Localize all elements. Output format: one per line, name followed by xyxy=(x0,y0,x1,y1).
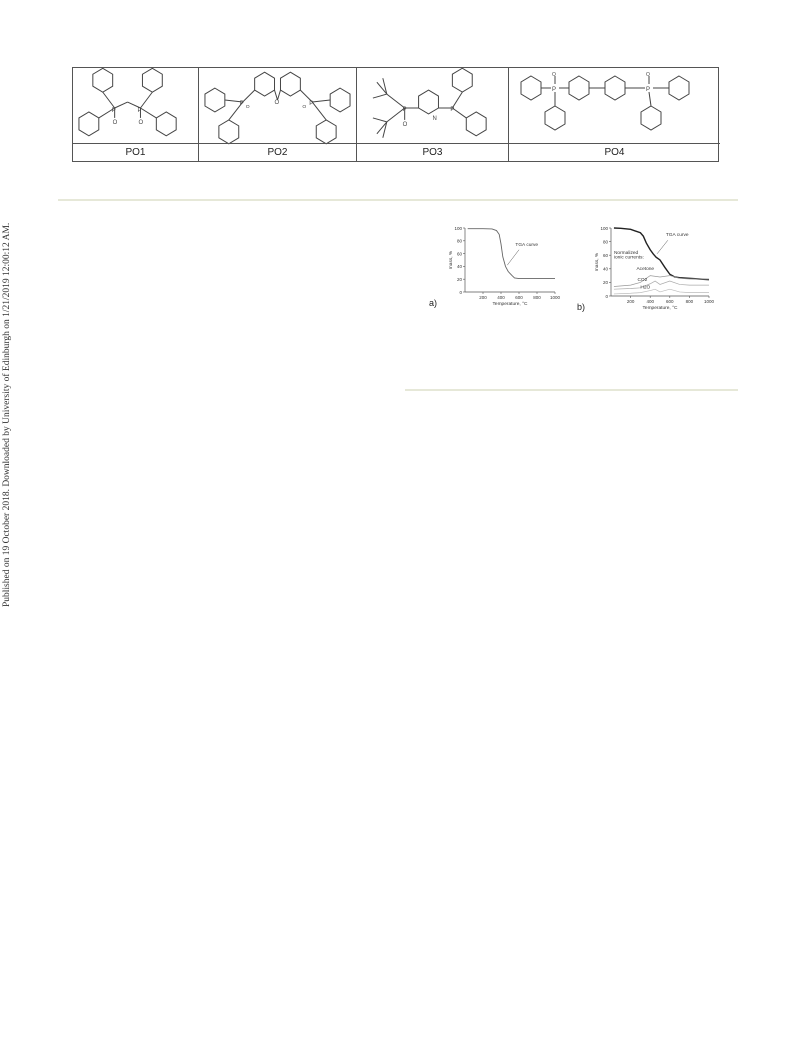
annotation-arrow xyxy=(657,240,668,254)
molecule-cell-po4 xyxy=(509,68,720,161)
svg-text:O: O xyxy=(112,119,118,126)
molecule-label: PO1 xyxy=(73,143,198,161)
y-tick-label: 60 xyxy=(456,251,462,257)
x-tick-label: 600 xyxy=(666,299,674,304)
annotation-co2: CO2 xyxy=(637,278,648,284)
svg-text:P: P xyxy=(137,107,142,114)
y-tick-label: 40 xyxy=(602,266,608,272)
h2o-current-line xyxy=(614,289,709,294)
svg-text:N: N xyxy=(432,115,437,122)
x-tick-label: 200 xyxy=(626,299,635,304)
svg-text:P: P xyxy=(646,87,651,93)
x-tick-label: 1000 xyxy=(549,295,561,300)
x-tick-label: 400 xyxy=(497,295,505,300)
tga-chart-b xyxy=(573,220,723,320)
svg-text:P: P xyxy=(450,106,455,113)
svg-text:P: P xyxy=(239,101,244,108)
y-tick-label: 80 xyxy=(602,239,608,245)
y-axis-label: mass, % xyxy=(595,252,600,272)
svg-text:P: P xyxy=(402,106,407,113)
y-tick-label: 40 xyxy=(456,264,462,270)
svg-text:O: O xyxy=(274,100,280,107)
annotation-ionic-currents: ionic currents: xyxy=(613,255,644,261)
x-tick-label: 800 xyxy=(685,299,694,304)
svg-text:O: O xyxy=(646,72,650,78)
y-tick-label: 0 xyxy=(459,289,462,295)
svg-text:P: P xyxy=(309,101,314,108)
svg-text:O: O xyxy=(138,119,144,126)
y-tick-label: 80 xyxy=(456,238,462,244)
annotation-acetone: Acetone xyxy=(636,267,655,273)
tga-chart-b-svg xyxy=(573,220,723,320)
molecule-structure-po3 xyxy=(357,68,508,145)
y-axis-label: mass, % xyxy=(449,250,454,270)
molecule-label: PO2 xyxy=(199,143,356,161)
molecule-structure-po2 xyxy=(199,68,356,145)
molecule-structure-po4 xyxy=(509,68,720,145)
divider-bottom xyxy=(405,389,738,391)
panel-label: a) xyxy=(429,298,438,308)
svg-text:O: O xyxy=(552,72,556,78)
molecule-label: PO3 xyxy=(357,143,508,161)
tga-chart-a xyxy=(425,220,565,320)
x-tick-label: 600 xyxy=(515,295,523,300)
annotation-arrow xyxy=(507,250,519,265)
y-tick-label: 60 xyxy=(602,253,608,258)
annotation-normalized: Normalized xyxy=(613,250,639,256)
x-tick-label: 400 xyxy=(646,299,654,304)
svg-text:P: P xyxy=(111,107,116,114)
svg-text:O: O xyxy=(245,104,250,110)
x-tick-label: 800 xyxy=(533,295,541,300)
annotation-h2o: H2O xyxy=(640,285,651,291)
x-tick-label: 200 xyxy=(479,295,487,300)
tga-curve-line xyxy=(468,229,555,279)
x-axis-label: Temperature, °C xyxy=(642,306,678,311)
molecule-cell-po2 xyxy=(199,68,357,161)
y-tick-label: 100 xyxy=(454,225,462,231)
y-tick-label: 100 xyxy=(600,225,608,231)
y-tick-label: 20 xyxy=(456,277,462,282)
svg-text:O: O xyxy=(402,121,408,128)
x-axis-label: Temperature, °C xyxy=(492,302,528,307)
svg-text:P: P xyxy=(552,87,557,93)
annotation-tga-curve: TGA curve xyxy=(665,233,689,239)
annotation-tga-curve: TGA curve xyxy=(515,242,539,248)
y-tick-label: 20 xyxy=(602,280,608,286)
y-tick-label: 0 xyxy=(605,293,608,299)
svg-text:O: O xyxy=(302,104,307,110)
molecule-cell-po1 xyxy=(73,68,199,161)
x-tick-label: 1000 xyxy=(703,299,715,304)
tga-chart-a-svg xyxy=(425,220,565,320)
molecule-structure-po1 xyxy=(73,68,198,145)
download-notice: Published on 19 October 2018. Downloaded by University of Edinburgh on 1/21/2019 12:00:12 AM. xyxy=(2,222,12,608)
molecule-table xyxy=(72,67,719,162)
divider-top xyxy=(58,199,738,201)
molecule-label: PO4 xyxy=(509,143,720,161)
molecule-cell-po3 xyxy=(357,68,509,161)
panel-label: b) xyxy=(577,302,586,312)
